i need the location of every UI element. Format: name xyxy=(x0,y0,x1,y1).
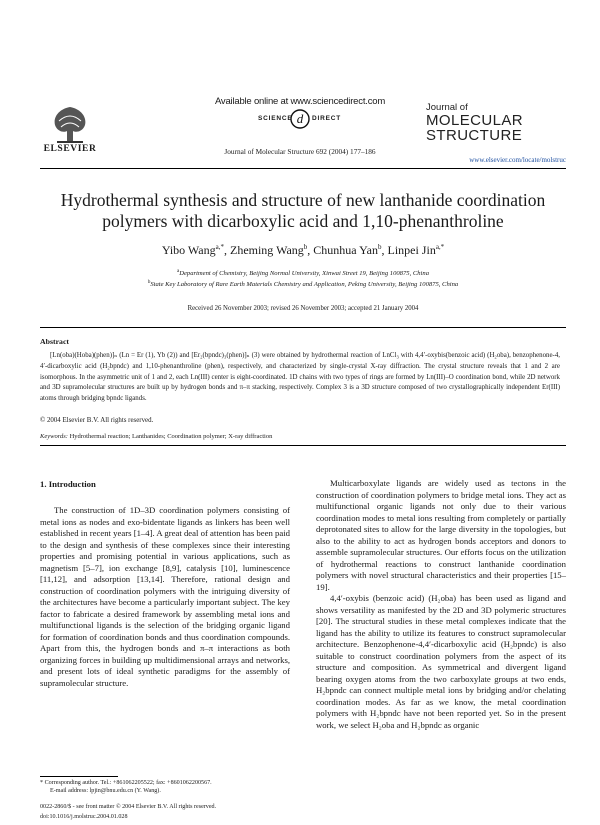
author-affiliation-mark: a,* xyxy=(215,243,224,251)
article-title-line1: Hydrothermal synthesis and structure of new lanthanide coordination xyxy=(60,190,546,210)
journal-logo-line3: STRUCTURE xyxy=(426,126,523,144)
journal-logo xyxy=(426,103,566,143)
abstract-text: [Ln(oba)(Hoba)(phen)]ₙ (Ln = Er (1), Yb (2)) and [Er₂(bpndc)₃(phen)]ₙ (3) were obtained by hydrothermal reaction of LnCl₃ with 4,4′-oxybis(benzoic acid) (H₂oba), benzophenone-4, 4′-dicarboxylic acid (H₂bpndc) and 1,10-phenanthroline (phen), respectively, and characterized by single-crystal X-ray diffraction. The crystal structure reveals that 1 and 2 are isomorphous. In the asymmetric unit of 1 and 2, each Ln(III) center is eight-coordinated. 1D chains with two types of rings are formed by Ln(III)–O coordination bond, while 2D network and 3D supramolecular structures are built up by hydrogen bonds and π–π stacking, respectively. Complex 3 is a 3D structure composed of two crystallographically independent Er(III) atoms through bridging bpndc ligands. xyxy=(40,352,560,403)
author-affiliation-mark: a,* xyxy=(435,243,445,251)
author-list: Yibo Wang$^{a,*}$, Zheming Wang$^b$, Chunhua Yan$^b$, Linpei Jin$^{a,*}$ xyxy=(161,243,445,257)
sciencedirect-logo-right: DIRECT xyxy=(312,115,341,122)
article-title-line2: polymers with dicarboxylic acid and 1,10-phenanthroline xyxy=(102,211,504,231)
received-dates: Received 26 November 2003; revised 26 November 2003; accepted 21 January 2004 xyxy=(187,305,419,312)
issn-doi-block xyxy=(40,803,360,822)
body-right-column xyxy=(316,478,566,731)
abstract-top-divider xyxy=(40,327,566,328)
affiliation-b: $^b$State Key Laboratory of Rare Earth Materials Chemistry and Application, Peking University, Beijing 100875, China xyxy=(147,280,459,289)
footnote-email: E-mail address: lpjin@bnu.edu.cn (Y. Wang). xyxy=(50,788,161,794)
publisher-logo-text: ELSEVIER xyxy=(43,144,97,154)
abstract-heading: Abstract xyxy=(40,337,70,346)
author-name: Linpei Jin xyxy=(387,243,436,257)
elsevier-tree-logo-icon xyxy=(47,103,93,145)
body-left-column: The construction of 1D–3D coordination polymers consisting of metal ions as nodes and exo-bidentate ligands as linkers has been well established in recent years [1–4]. A great deal of attention has been paid to the design and synthesis of these complexes since their interesting properties and promising potential in various applications, such as magnetism [5–7], ion exchange [8,9], catalysis [10], luminescence [11,12], and adsorption [13,14]. Therefore, rational design and construction of coordination polymers with the intriguing diversity of the architectures have become a particularly important subject. The key factor to fabricate a desired framework by assembling metal ions and multifunctional ligands is the selection of the bridging organic ligand for formation of coordination bonds and thus coordination compounds. Apart from this, the hydrogen bonds and π–π interactions as both organizing forces in building up multidimensional arrays and networks, and present lots of ideal synthetic paradigms for the assembly of supramolecular structure. xyxy=(40,505,290,688)
keywords xyxy=(40,433,272,440)
affiliation-a-text: Department of Chemistry, Beijing Normal University, Xinwai Street 19, Beijing 100875, China xyxy=(179,270,429,278)
author-affiliation-mark: b xyxy=(303,243,308,251)
journal-citation: Journal of Molecular Structure 692 (2004) 177–186 xyxy=(224,147,376,156)
issn-line: 0022-2860/$ - see front matter © 2004 Elsevier B.V. All rights reserved. xyxy=(40,804,217,810)
corresponding-author-footnote xyxy=(40,779,310,795)
header-divider xyxy=(40,168,566,169)
doi-line: doi:10.1016/j.molstruc.2004.01.028 xyxy=(40,813,128,820)
author-name: Yibo Wang xyxy=(161,243,216,257)
article-title xyxy=(40,190,566,232)
sciencedirect-logo-left: SCIENCE xyxy=(258,115,293,122)
footnote-divider xyxy=(40,776,118,777)
available-online-text: Available online at www.sciencedirect.com xyxy=(214,96,386,107)
copyright-notice: © 2004 Elsevier B.V. All rights reserved. xyxy=(40,417,154,424)
footnote-contact: * Corresponding author. Tel.: +861062205522; fax: +8601062200567. xyxy=(40,780,212,786)
body-paragraph: 4,4′-oxybis (benzoic acid) (H₂oba) has been used as ligand and shows versatility as manifested by the 2D and 3D polymeric structures [20]. The structural studies in these metal complexes indicate that the ligand has the ability to utilize its features to construct supramolecular architecture. Benzophenone-4,4′-dicarboxylic acid (H₂bpndc) is also suitable to construct coordination polymers from the aspect of its structure and composition. As symmetrical and divergent ligand bearing oxygen atoms from the two carboxylate groups at two ends, H₂bpndc can connect multiple metal ions by bridging and/or chelating coordination modes. As far as we know, the metal coordination polymers with H₂bpndc have not been reported yet. So in the present work, we select H₂oba and H₂bpndc as organic xyxy=(316,593,566,730)
affiliation-a: $^a$Department of Chemistry, Beijing Normal University, Xinwai Street 19, Beijing 100875, China xyxy=(177,269,429,278)
author-name: Zheming Wang xyxy=(229,243,304,257)
journal-website-link[interactable]: www.elsevier.com/locate/molstruc xyxy=(469,156,566,164)
section-heading-introduction: 1. Introduction xyxy=(40,479,96,489)
journal-logo-line2: MOLECULAR xyxy=(426,111,523,129)
author-affiliation-mark: b xyxy=(377,243,382,251)
keywords-label: Keywords: xyxy=(40,433,68,440)
affiliation-b-text: State Key Laboratory of Rare Earth Materials Chemistry and Application, Peking University, Beijing 100875, China xyxy=(150,281,459,289)
body-paragraph: Multicarboxylate ligands are widely used as tectons in the construction of coordination polymers to bridge metal ions. They act as multifunctional organic ligands not only due to their various coordination modes to metal ions resulting from completely or partially deprotonated sites to allow for the large diversity in the topologies, but also to the ability to act as hydrogen bonds acceptors and donors to assemble supramolecular structures. Our efforts focus on the utilization of hydrothermal reactions to construct lanthanide coordination polymers with novel structural characteristics and their properties [15–19]. xyxy=(316,478,566,592)
author-name: Chunhua Yan xyxy=(313,243,378,257)
svg-text:d: d xyxy=(296,111,304,126)
keywords-list: Hydrothermal reaction; Lanthanides; Coordination polymer; X-ray diffraction xyxy=(69,433,273,440)
abstract-bottom-divider xyxy=(40,445,566,446)
journal-logo-line1: Journal of xyxy=(426,102,468,113)
